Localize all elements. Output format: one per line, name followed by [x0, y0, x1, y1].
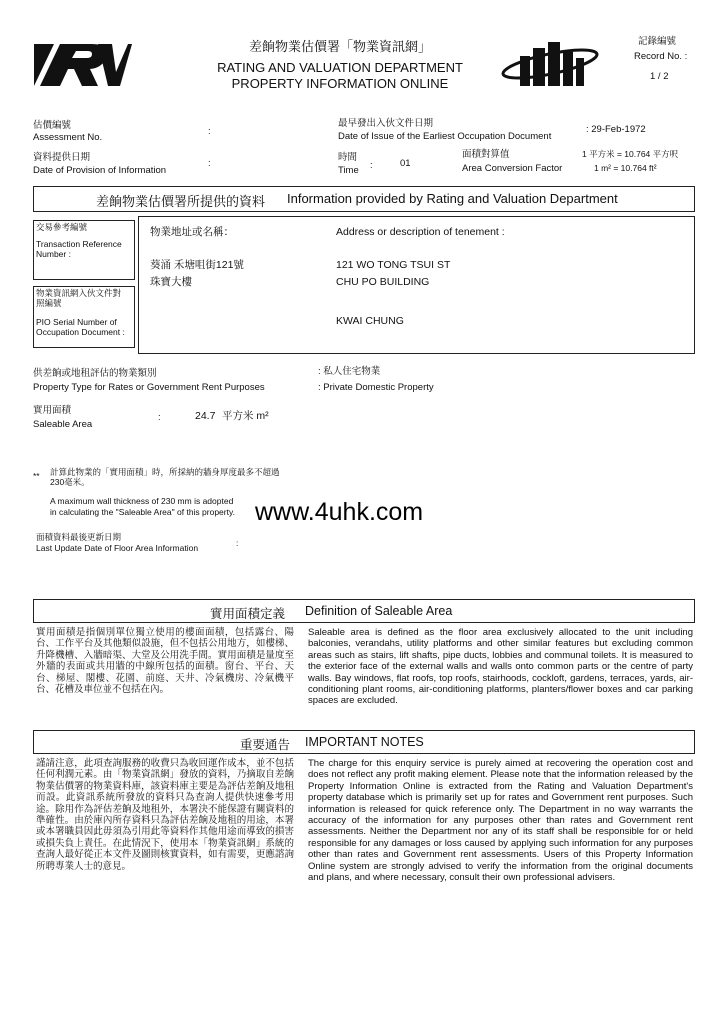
buildings-icon [500, 38, 600, 88]
transaction-label-zh: 交易參考編號 [36, 222, 88, 232]
banner-text-zh: 差餉物業估價署所提供的資料 [96, 194, 266, 209]
assessment-label-en: Assessment No. [33, 132, 103, 143]
occupation-label-en: Date of Issue of the Earliest Occupation Document [338, 131, 552, 142]
last-update-label-zh: 面積資料最後更新日期 [36, 532, 122, 542]
address-zh-line-2: 珠寶大樓 [150, 276, 192, 288]
notes-body-en: The charge for this enquiry service is purely aimed at recovering the operation cost and does not reflect any profit making element. Please note that the information released by the Property Information Online is extracted from the Rating and Valuation Department's property database which is primarily set up for rates and Government rent purposes. Such information is released for quick reference only. The Department in no way warrants the accuracy of the information for any purposes other than rates and Government rent assessments. Neither the Department nor any of its staff shall be responsible for or held responsible for any damages or loss caused by applying such information for any purposes other than rates and Government rent assessments. Users of this Property Information Online system are strongly advised to verify the information from the original documents and plans, and where necessary, consult their own professional advisers. [308, 758, 693, 883]
occupation-date: : 29-Feb-1972 [586, 124, 646, 135]
provision-label-en: Date of Provision of Information [33, 165, 167, 176]
time-label-en: Time [338, 165, 359, 176]
address-en-line-2: CHU PO BUILDING [336, 276, 430, 288]
address-en-line-3: KWAI CHUNG [336, 315, 404, 327]
record-value: 1 / 2 [650, 71, 669, 82]
conversion-value-1: 1 平方米 = 10.764 平方呎 [582, 149, 679, 159]
pio-label-zh: 物業資訊網入伙文件對照編號 [36, 288, 122, 308]
notes-title-zh: 重要通告 [240, 738, 291, 752]
header-title-en-1: RATING AND VALUATION DEPARTMENT [217, 60, 463, 75]
conversion-label-en: Area Conversion Factor [462, 163, 563, 174]
assessment-colon: : [208, 126, 211, 137]
header-title-zh: 差餉物業估價署「物業資訊網」 [248, 39, 431, 54]
conversion-value-2: 1 m² = 10.764 ft² [594, 163, 657, 173]
time-value: 01 [400, 158, 411, 169]
record-label-en: Record No. : [634, 51, 688, 62]
pio-label-en: PIO Serial Number of Occupation Document : [36, 317, 125, 337]
provision-label-zh: 資料提供日期 [33, 152, 91, 163]
property-type-label-zh: 供差餉或地租評估的物業類別 [33, 368, 157, 379]
provision-colon: : [208, 158, 211, 169]
property-type-value-zh: : 私人住宅物業 [318, 366, 381, 377]
wall-note-zh: 計算此物業的「實用面積」時，所採納的牆身厚度最多不超過230毫米。 [50, 467, 280, 487]
header-title-en-2: PROPERTY INFORMATION ONLINE [231, 76, 449, 91]
definition-title-en: Definition of Saleable Area [305, 604, 453, 618]
occupation-label-zh: 最早發出入伙文件日期 [338, 118, 434, 129]
address-zh-line-1: 葵涌 禾塘咀街121號 [150, 259, 244, 271]
definition-body-zh: 實用面積是指個別單位獨立使用的樓面面積，包括露台、陽台、工作平台及其他類似設施，但不包括公用地方，如樓梯、升降機槽、入牆暗渠、大堂及公用洗手間。實用面積是量度至外牆的表面或共用牆的中線所包括的面積。窗台、平台、天台、梯屋、閣樓、花園、前庭、天井、冷氣機房、冷氣機平台、花槽及車位並不包括在內。 [36, 627, 294, 695]
record-label-zh: 記錄編號 [638, 36, 677, 47]
transaction-label-en: Transaction Reference Number : [36, 239, 122, 259]
saleable-value: 24.7 [195, 410, 216, 422]
notes-body-zh: 謹請注意，此項查詢服務的收費只為收回運作成本，並不包括任何利潤元素。由「物業資訊網」發放的資料，乃摘取自差餉物業估價署的物業資料庫，該資料庫主要是為評估差餉及地租而設。此資訊系統所發放的資料只為查詢人提供快速參考用途。除用作為評估差餉及地租外，本署決不能保證有關資料的準確性。由於庫內所存資料只為評估差餉及地租的用途，本署或本署職員因此毋須為引用此等資料作其他用途而導致的損害或損失負上責任。在此情況下，使用本「物業資訊網」系統的查詢人最好從正本文件及圖則核實資料，如有需要，更應諮詢所聘專業人士的意見。 [36, 758, 294, 872]
last-update-label-en: Last Update Date of Floor Area Information [36, 543, 199, 553]
saleable-label-en: Saleable Area [33, 419, 93, 430]
banner-text-en: Information provided by Rating and Valuation Department [287, 191, 618, 206]
address-label-zh: 物業地址或名稱： [150, 226, 234, 238]
wall-note-marker: ** [33, 471, 40, 481]
time-colon: : [370, 160, 373, 171]
property-type-value-en: : Private Domestic Property [318, 382, 434, 393]
property-type-label-en: Property Type for Rates or Government Rent Purposes [33, 382, 265, 393]
time-label-zh: 時間 [338, 152, 358, 163]
wall-note-en-1: A maximum wall thickness of 230 mm is adopted [50, 496, 234, 506]
assessment-label-zh: 估價編號 [33, 120, 72, 131]
last-update-colon: : [236, 538, 239, 548]
rv-logo [32, 40, 132, 90]
saleable-colon: : [158, 412, 161, 423]
notes-title-en: IMPORTANT NOTES [305, 735, 424, 749]
watermark-text: www.4uhk.com [255, 498, 424, 526]
definition-body-en: Saleable area is defined as the floor area exclusively allocated to the unit including balconies, verandahs, utility platforms and other similar features but excluding common areas such as stairs, lift shafts, pipe ducts, lobbies and communal toilets. It is measured to the exterior face of the external walls and walls onto common parts or the centre of party walls. Bay windows, flat roofs, top roofs, stairhoods, cockloft, gardens, terraces, yards, air-conditioning plant rooms, air-conditioning platforms, planters/flower boxes and car parking spaces are excluded. [308, 627, 693, 707]
wall-note-en-2: in calculating the "Saleable Area" of this property. [50, 507, 235, 517]
definition-title-zh: 實用面積定義 [210, 607, 286, 621]
address-en-line-1: 121 WO TONG TSUI ST [336, 259, 451, 271]
address-label-en: Address or description of tenement : [336, 226, 505, 238]
conversion-label-zh: 面積對算值 [462, 149, 510, 160]
saleable-label-zh: 實用面積 [33, 405, 72, 416]
saleable-unit: 平方米 m² [222, 410, 269, 422]
